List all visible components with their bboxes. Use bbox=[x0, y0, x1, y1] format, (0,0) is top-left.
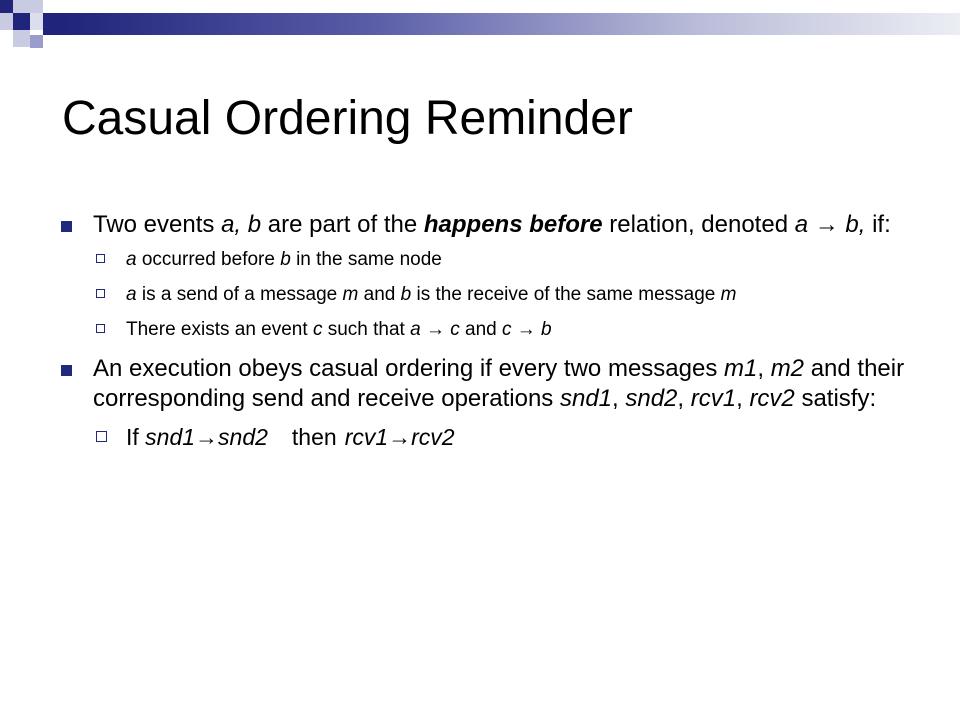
square-bullet-icon bbox=[61, 365, 72, 376]
sub-bullet-same-node: a occurred before b in the same node bbox=[60, 248, 920, 272]
sub-bullet-send-receive: a is a send of a message m and b is the receive of the same message m bbox=[60, 283, 920, 307]
slide-content bbox=[60, 210, 920, 463]
sub-bullet-condition: If snd1→snd2 then rcv1→rcv2 bbox=[60, 422, 920, 452]
deco-square-light bbox=[0, 13, 13, 30]
hollow-square-bullet-icon bbox=[96, 289, 105, 298]
deco-square-blue bbox=[43, 13, 60, 35]
deco-square-light bbox=[30, 0, 43, 13]
bullet-casual-ordering: An execution obeys casual ordering if every two messages m1, m2 and their corresponding send and receive operations snd1, snd2, rcv1, rcv2 satisfy: bbox=[60, 354, 920, 414]
slide-title: Casual Ordering Reminder bbox=[62, 92, 633, 145]
sub-bullet-transitivity: There exists an event c such that a → c and c → b bbox=[60, 318, 920, 342]
deco-square-blue bbox=[0, 0, 13, 13]
deco-square-blue bbox=[13, 13, 30, 30]
deco-square-blue bbox=[30, 35, 43, 48]
square-bullet-icon bbox=[61, 221, 72, 232]
header-decoration bbox=[0, 0, 960, 60]
sub-list bbox=[60, 248, 920, 342]
header-gradient-bar bbox=[60, 13, 960, 35]
hollow-square-bullet-icon bbox=[96, 324, 105, 333]
deco-square-light bbox=[30, 13, 43, 30]
hollow-square-bullet-icon bbox=[96, 431, 107, 442]
bullet-happens-before: Two events a, b are part of the happens before relation, denoted a → b, if: bbox=[60, 210, 920, 240]
hollow-square-bullet-icon bbox=[96, 254, 105, 263]
deco-square-light bbox=[13, 30, 30, 47]
deco-square-light bbox=[13, 0, 30, 13]
